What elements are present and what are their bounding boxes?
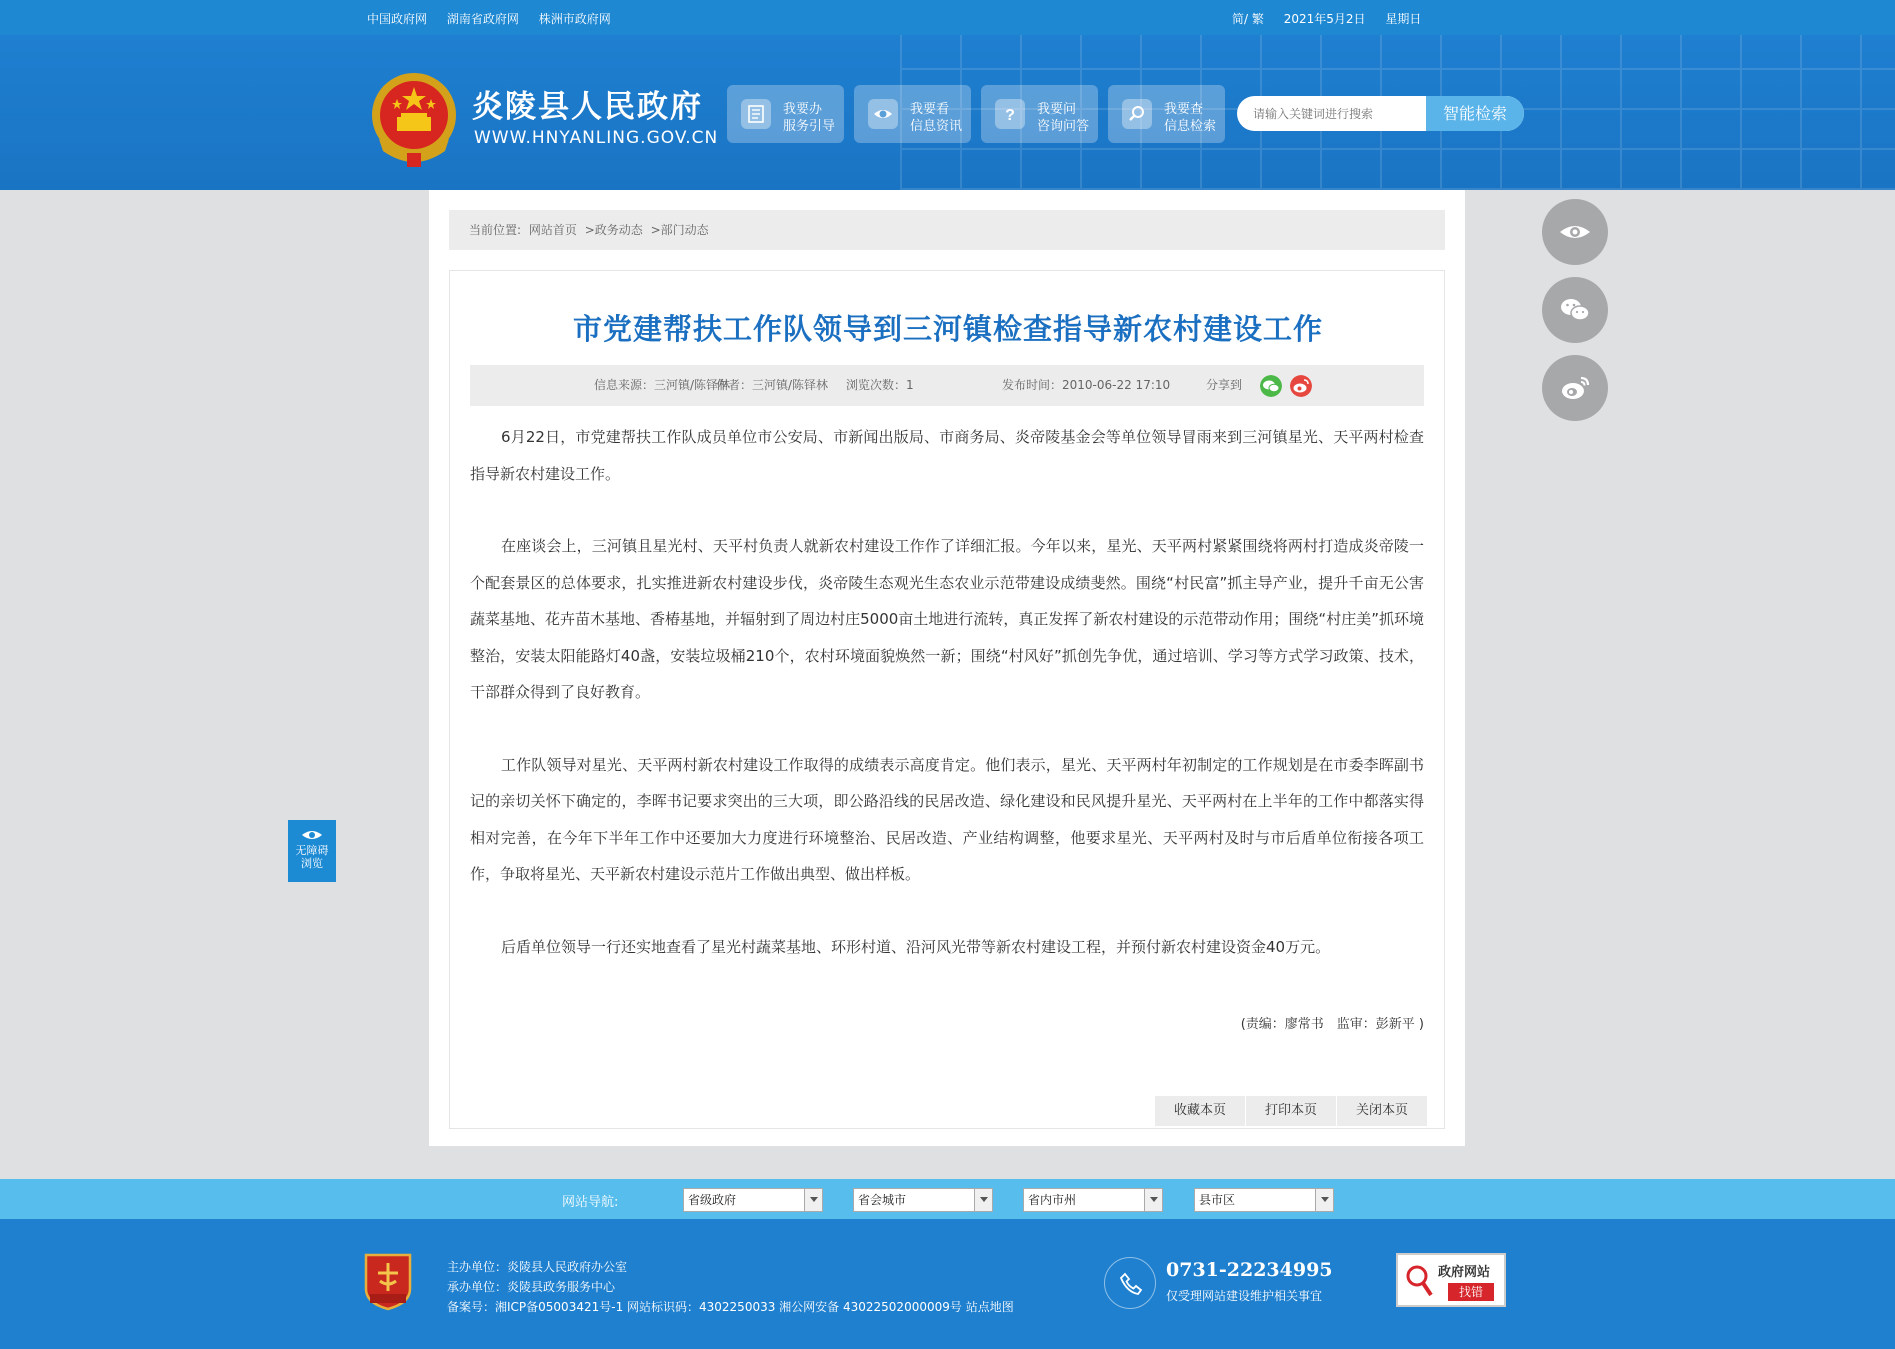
chevron-down-icon (1144, 1189, 1162, 1211)
nav-label-sub: 咨询问答 (1037, 119, 1090, 134)
contact-phone-note: 仅受理网站建设维护相关事宜 (1166, 1289, 1323, 1303)
wechat-share-icon[interactable] (1260, 375, 1282, 397)
main-panel (429, 190, 1465, 1146)
nav-label-main: 我要问 (1037, 102, 1077, 117)
nav-label-sub: 信息检索 (1164, 119, 1217, 134)
error-report-label: 政府网站 (1438, 1265, 1491, 1280)
link-zhuzhou-gov[interactable]: 株洲市政府网 (538, 12, 611, 26)
current-date: 2021年5月2日 (1283, 12, 1366, 26)
article-paragraph: 在座谈会上，三河镇且星光村、天平村负责人就新农村建设工作作了详细汇报。今年以来，星光、天平两村紧紧围绕将两村打造成炎帝陵一个配套景区的总体要求，扎实推进新农村建设步伐，炎帝陵生态观光生态农业示范带建设成绩斐然。围绕“村民富”抓主导产业，提升千亩无公害蔬菜基地、花卉苗木基地、香椿基地，并辐射到了周边村庄5000亩土地进行流转，真正发挥了新农村建设的示范带动作用；围绕“村庄美”抓环境整治，安装太阳能路灯40盏，安装垃圾桶210个，农村环境面貌焕然一新；围绕“村风好”抓创先争优，通过培训、学习等方式学习政策、技术，干部群众得到了良好教育。 (470, 537, 1424, 701)
footer-info (447, 1257, 1014, 1317)
select-province-cities[interactable] (1023, 1188, 1163, 1212)
national-emblem-icon[interactable] (367, 69, 461, 169)
editor-credit: (责编：廖常书 监审：彭新平 ) (1240, 1017, 1424, 1032)
error-report-find: 找错 (1448, 1283, 1494, 1301)
contact-phone: 0731-22234995 (1166, 1259, 1333, 1281)
article-paragraph: 6月22日，市党建帮扶工作队成员单位市公安局、市新闻出版局、市商务局、炎帝陵基金会等单位领导冒雨来到三河镇星光、天平两村检查指导新农村建设工作。 (470, 428, 1424, 483)
search-icon (1122, 99, 1152, 129)
breadcrumb (449, 210, 1445, 250)
select-value: 省会城市 (858, 1193, 907, 1207)
nav-label-main: 我要办 (783, 102, 823, 117)
article-content (470, 419, 1424, 1001)
chevron-down-icon (974, 1189, 992, 1211)
eye-icon (301, 828, 323, 842)
nav-label-sub: 信息资讯 (910, 119, 963, 134)
share-label: 分享到 (1206, 378, 1243, 392)
nav-consult[interactable] (981, 85, 1098, 143)
eye-icon (868, 99, 898, 129)
close-page-button[interactable]: 关闭本页 (1337, 1096, 1427, 1126)
article-paragraph: 工作队领导对星光、天平两村新农村建设工作取得的成绩表示高度肯定。他们表示，星光、天平两村年初制定的工作规划是在市委李晖副书记的亲切关怀下确定的，李晖书记要求突出的三大项，即公路沿线的民居改造、绿化建设和民风提升星光、天平两村在上半年的工作中都落实得相对完善，在今年下半年工作中还要加大力度进行环境整治、民居改造、产业结构调整，他要求星光、天平两村及时与市后盾单位衔接各项工作，争取将星光、天平新农村建设示范片工作做出典型、做出样板。 (470, 755, 1424, 883)
gov-site-error-report[interactable] (1396, 1253, 1506, 1307)
document-icon (741, 99, 771, 129)
weibo-share-icon[interactable] (1290, 375, 1312, 397)
site-nav-label: 网站导航: (562, 1195, 619, 1210)
meta-published: 发布时间：2010-06-22 17:10 (1002, 378, 1171, 392)
breadcrumb-home[interactable]: 网站首页 (528, 223, 577, 237)
footer-site-nav (0, 1179, 1895, 1219)
site-header (0, 35, 1895, 190)
chevron-down-icon (804, 1189, 822, 1211)
meta-author: 作者：三河镇/陈铎林 (716, 378, 829, 392)
lang-switch[interactable]: 简/ 繁 (1232, 12, 1264, 26)
select-value: 县市区 (1199, 1193, 1236, 1207)
link-china-gov[interactable]: 中国政府网 (367, 12, 428, 26)
nav-search-info[interactable] (1108, 85, 1225, 143)
breadcrumb-label: 当前位置: (469, 223, 522, 237)
breadcrumb-dept-news[interactable]: >部门动态 (650, 223, 709, 237)
svg-text:?: ? (1005, 107, 1015, 124)
breadcrumb-news[interactable]: >政务动态 (584, 223, 643, 237)
nav-info[interactable] (854, 85, 971, 143)
link-hunan-gov[interactable]: 湖南省政府网 (446, 12, 519, 26)
question-icon (995, 99, 1025, 129)
search-box (1237, 96, 1524, 131)
article-tools (1154, 1096, 1427, 1126)
weibo-icon (1559, 372, 1591, 404)
footer-organizer: 承办单位：炎陵县政务服务中心 (447, 1280, 616, 1294)
nav-service-guide[interactable] (727, 85, 844, 143)
site-footer (0, 1219, 1895, 1349)
top-bar (0, 0, 1895, 35)
select-counties[interactable] (1194, 1188, 1334, 1212)
party-gov-badge-icon[interactable] (362, 1251, 414, 1311)
select-value: 省级政府 (688, 1193, 737, 1207)
article (449, 270, 1445, 1129)
article-meta (470, 365, 1424, 406)
float-eye-button[interactable] (1542, 199, 1608, 265)
gov-links (367, 10, 627, 27)
magnifier-icon (1404, 1263, 1434, 1299)
float-weibo-button[interactable] (1542, 355, 1608, 421)
meta-source: 信息来源：三河镇/陈铎林 (594, 378, 731, 392)
footer-record[interactable]: 备案号：湘ICP备05003421号-1 网站标识码：4302250033 湘公网安备 43022502000009号 站点地图 (447, 1300, 1014, 1314)
print-button[interactable]: 打印本页 (1246, 1096, 1336, 1126)
search-input[interactable] (1237, 96, 1427, 131)
site-title[interactable]: 炎陵县人民政府 (472, 89, 703, 125)
meta-views: 浏览次数：1 (846, 378, 914, 392)
nav-label-sub: 服务引导 (783, 119, 836, 134)
wechat-icon (1559, 294, 1591, 326)
float-wechat-button[interactable] (1542, 277, 1608, 343)
accessibility-label-2: 浏览 (301, 857, 323, 870)
select-capital-cities[interactable] (853, 1188, 993, 1212)
accessibility-label-1: 无障碍 (295, 844, 329, 857)
select-provincial-gov[interactable] (683, 1188, 823, 1212)
article-paragraph: 后盾单位领导一行还实地查看了星光村蔬菜基地、环形村道、沿河风光带等新农村建设工程，并预付新农村建设资金40万元。 (501, 937, 1331, 956)
article-title: 市党建帮扶工作队领导到三河镇检查指导新农村建设工作 (572, 312, 1323, 346)
phone-icon (1104, 1257, 1156, 1309)
nav-label-main: 我要看 (910, 102, 950, 117)
nav-label-main: 我要查 (1164, 102, 1204, 117)
footer-sponsor: 主办单位：炎陵县人民政府办公室 (447, 1260, 628, 1274)
current-weekday: 星期日 (1385, 12, 1422, 26)
top-right (1232, 10, 1437, 27)
select-value: 省内市州 (1028, 1193, 1077, 1207)
eye-icon (1559, 216, 1591, 248)
accessibility-button[interactable] (288, 820, 336, 882)
bookmark-button[interactable]: 收藏本页 (1155, 1096, 1245, 1126)
chevron-down-icon (1315, 1189, 1333, 1211)
site-url: WWW.HNYANLING.GOV.CN (474, 128, 719, 148)
smart-search-button[interactable]: 智能检索 (1426, 96, 1524, 131)
